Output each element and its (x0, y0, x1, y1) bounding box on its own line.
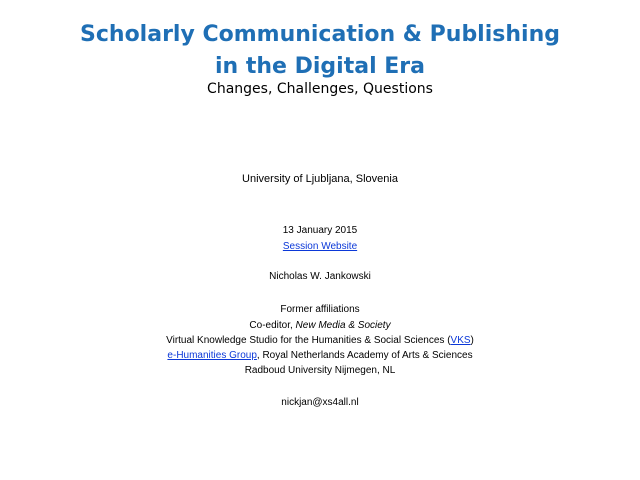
vks-line (0, 334, 640, 348)
ehumanities-line (0, 349, 640, 363)
session-link-row (0, 240, 640, 254)
title-line-2: in the Digital Era (215, 54, 425, 79)
vks-link[interactable]: VKS (450, 335, 471, 346)
coeditor-prefix: Co-editor, (249, 320, 296, 331)
ehumanities-suffix: , Royal Netherlands Academy of Arts & Sciences (256, 350, 473, 361)
vks-suffix: ) (470, 335, 474, 346)
ehumanities-link[interactable]: e-Humanities Group (167, 350, 257, 361)
author: Nicholas W. Jankowski (269, 271, 371, 282)
email: nickjan@xs4all.nl (281, 397, 359, 408)
vks-prefix: Virtual Knowledge Studio for the Humanities & Social Sciences ( (166, 335, 451, 346)
university: University of Ljubljana, Slovenia (242, 173, 398, 185)
journal-name: New Media & Society (295, 320, 391, 331)
title-line-1: Scholarly Communication & Publishing (80, 22, 560, 47)
radboud-line: Radboud University Nijmegen, NL (244, 365, 396, 376)
coeditor-line (0, 319, 640, 333)
date: 13 January 2015 (282, 225, 358, 236)
former-affiliations: Former affiliations (280, 304, 360, 315)
session-website-link[interactable]: Session Website (282, 241, 358, 252)
subtitle: Changes, Challenges, Questions (207, 81, 433, 97)
